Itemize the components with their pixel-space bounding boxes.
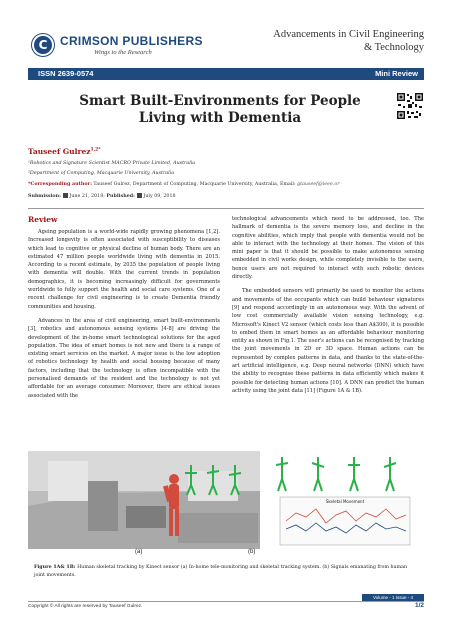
caption-text: Human skeletal tracking by Kinect sensor (a) In-home tele-monitoring and skeletal tracking system. (b) Signals emanating from human joint movements.	[34, 565, 408, 578]
paragraph: Ageing population is a world-wide rapidly growing phenomena [1,2]. Increased longevity is often associated with susceptibility to diseases which lead to cognitive or physical decline of human body. There are an estimated 47 million people worldwide living with dementia in 2015. According to a recent estimate, by 2035 the population of people living with dementia will double. With the current trends in population demographics, it is becoming increasingly difficult for governments worldwide to fully support the health and social care systems. One of a recent challenge for civil engineering is to create Dementia friendly communities and housing.	[28, 229, 220, 310]
published-date: July 09, 2018	[143, 194, 176, 199]
affiliation-2: ²Department of Computing, Macquarie University, Australia	[28, 171, 175, 176]
page-number: 1/2	[414, 602, 424, 609]
logo-letter: C	[38, 38, 48, 52]
section-heading: Review	[28, 215, 58, 224]
sublabel-b: (b)	[248, 549, 256, 555]
calendar-icon	[63, 193, 68, 198]
published-label: Published:	[106, 193, 135, 199]
sublabel-a: (a)	[135, 549, 143, 555]
publisher-name: CRIMSON PUBLISHERS	[60, 34, 203, 48]
journal-line-1: Advancements in Civil Engineering	[273, 29, 424, 40]
figure-1	[28, 451, 424, 557]
dates	[28, 193, 424, 199]
journal-line-2: & Technology	[363, 42, 424, 53]
submission-date: June 21, 2018;	[69, 194, 105, 199]
corr-text: Tauseef Gulrez, Department of Computing, Macquarie University, Australia, Email:	[91, 182, 298, 187]
calendar-icon	[137, 193, 142, 198]
footer-divider	[28, 601, 424, 602]
publisher-tagline: Wings to the Research	[94, 49, 152, 56]
figure-caption	[34, 564, 410, 579]
journal-name	[244, 28, 424, 54]
divider	[28, 208, 424, 209]
paragraph: technological advancements which need to be addressed, too. The hallmark of dementia is the severe memory loss, and decline in the cognitive abilities, which imply that people with dementia would not be able to interact with the technology at their homes. The vision of this mini paper is that it should be possible to make autonomous sensing embedded in civil works design, while completely invisible to the users, hence users are not required to interact with such robotic devices directly.	[232, 216, 424, 281]
author-name	[28, 147, 424, 156]
issn-bar	[28, 68, 424, 80]
corresponding-author	[28, 181, 424, 187]
paragraph: Advances in the area of civil engineering, smart built-environments [3], robotics and autonomous sensing systems [4-8] are driving the development of the in-home smart technological solutions for the aged population. The idea of smart homes is not new and there is a range of existing smart services on the market. A major issue is the low adoption of robotics technology by health and social housing because of many factors, including that the technology is often incompatible with the personalised demands of the resident and the technology is not yet affordable for an average consumer. Moreover, there are ethical issues associated with the	[28, 317, 220, 399]
article-title: Smart Built-Environments for People Living with Dementia	[79, 93, 361, 126]
column-right	[232, 215, 424, 401]
publisher-logo-icon	[32, 34, 54, 56]
header	[28, 18, 424, 68]
affiliation-1: ¹Robotics and Signature Scientist MACRO Private Limited, Australia	[28, 161, 196, 166]
inset-title: Skeletal Movement	[325, 499, 365, 504]
author-text: Tauseef Gulrez	[28, 147, 91, 156]
caption-label: Figure 1A& 1B:	[34, 564, 76, 570]
author-sup: 1,2*	[90, 147, 101, 153]
corr-label: *Corresponding author:	[28, 181, 92, 187]
column-left	[28, 228, 220, 406]
figure-signal-panel	[260, 451, 424, 549]
article-type: Mini Review	[375, 69, 418, 78]
qr-code-icon[interactable]	[396, 92, 424, 120]
submission-label: Submission:	[28, 193, 61, 199]
author-block	[28, 147, 424, 199]
copyright: Copyright © All rights are reserved by Tauseef Gulrez.	[28, 604, 143, 609]
email-link[interactable]: gtauseef@ieee.or	[297, 182, 340, 187]
volume-badge: Volume - 1 Issue - 4	[362, 594, 424, 601]
paragraph: The embedded sensors will primarily be used to monitor the actions and movements of the occupants which can build behaviour signatures [9] and respond accordingly in an autonomous way. With the advent of low cost commercially available vision sensing technology, e.g. Microsoft's Kinect V2 sensor (which costs less than A$300), it is possible to embed them in smart homes as an affordable behaviour monitoring entity as shown in Fig.1. The user's actions can be recognised by tracking the joint movements in 2D or 3D space. Human actions can be represented by complex patterns in data, and thanks to the state-of-the-art artificial intelligence, e.g. Deep neural networks (DNN) which have the ability to recognise these patterns in data efficiently which makes it possible for detecting human actions [10]. A DNN can predict the human activity using the joint data [11] (Figure 1A & 1B).	[232, 288, 424, 394]
issn: ISSN 2639-0574	[38, 69, 94, 78]
figure-photo	[28, 451, 260, 549]
